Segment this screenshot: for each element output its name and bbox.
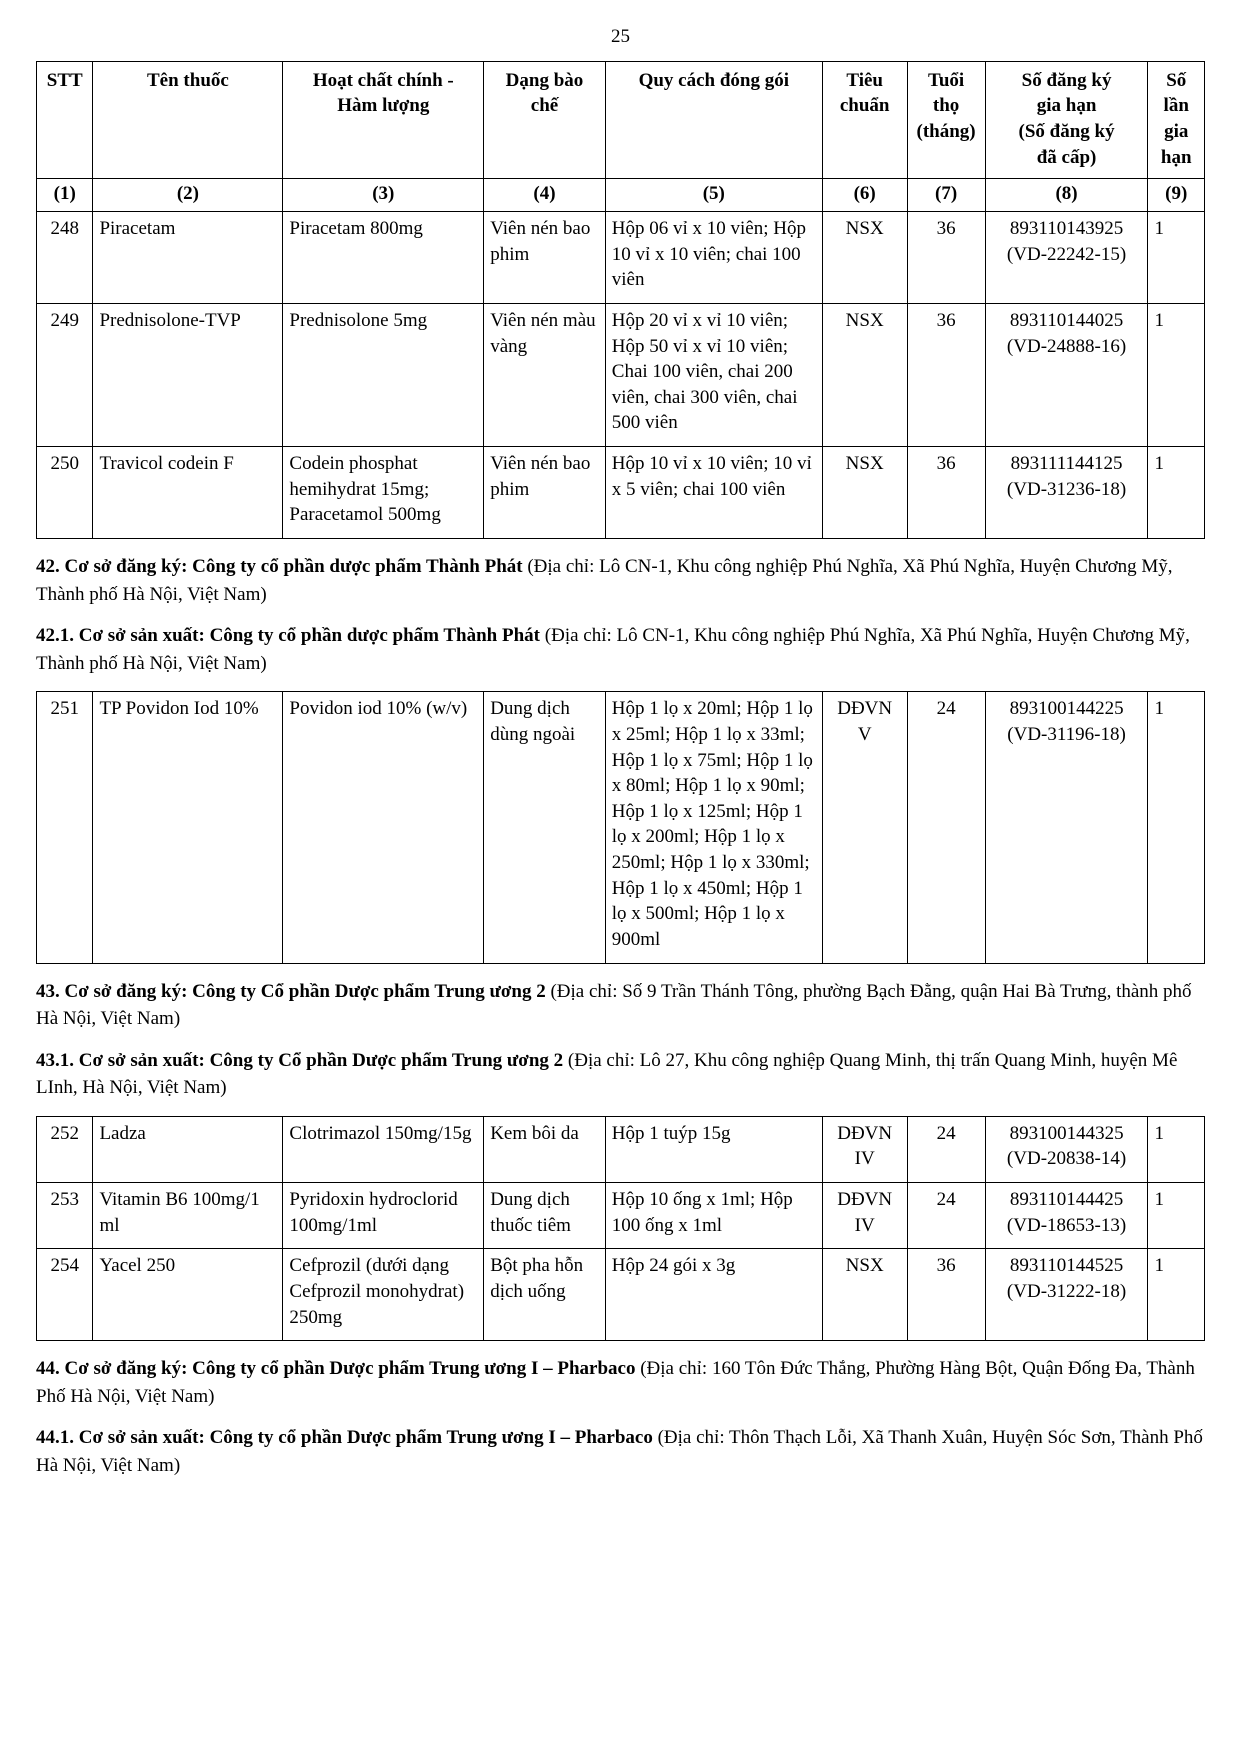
table-body-block-1 bbox=[37, 212, 1205, 539]
cell-so-dang-ky: 893110144525 (VD-31222-18) bbox=[985, 1249, 1148, 1341]
table-colnum-row bbox=[37, 179, 1205, 212]
table-body-block-2 bbox=[37, 692, 1205, 963]
cell-tuoi-tho: 24 bbox=[907, 1116, 985, 1182]
cell-quy-cach: Hộp 10 vỉ x 10 viên; 10 vỉ x 5 viên; chai 100 viên bbox=[605, 447, 822, 539]
cell-so-lan: 1 bbox=[1148, 212, 1205, 304]
colnum-7: (7) bbox=[907, 179, 985, 212]
cell-quy-cach: Hộp 1 tuýp 15g bbox=[605, 1116, 822, 1182]
cell-tuoi-tho: 24 bbox=[907, 1183, 985, 1249]
cell-quy-cach: Hộp 1 lọ x 20ml; Hộp 1 lọ x 25ml; Hộp 1 lọ x 33ml; Hộp 1 lọ x 75ml; Hộp 1 lọ x 80ml; Hộp 1 lọ x 90ml; Hộp 1 lọ x 125ml; Hộp 1 lọ x 200ml; Hộp 1 lọ x 250ml; Hộp 1 lọ x 330ml; Hộp 1 lọ x 450ml; Hộp 1 lọ x 500ml; Hộp 1 lọ x 900ml bbox=[605, 692, 822, 963]
col-header-tieu-chuan-line1: Tiêu bbox=[846, 69, 883, 91]
cell-so-dang-ky: 893110144025 (VD-24888-16) bbox=[985, 303, 1148, 446]
table-row bbox=[37, 303, 1205, 446]
colnum-9: (9) bbox=[1148, 179, 1205, 212]
colnum-3: (3) bbox=[283, 179, 484, 212]
table-body-block-3 bbox=[37, 1116, 1205, 1340]
section-42-address: (Địa chỉ: Lô CN-1, Khu công nghiệp Phú Nghĩa, Xã Phú Nghĩa, Huyện Chương Mỹ, Thành phố Hà Nội, Việt Nam) bbox=[36, 556, 1173, 605]
cell-ten-thuoc: Vitamin B6 100mg/1 ml bbox=[93, 1183, 283, 1249]
cell-ten-thuoc: Yacel 250 bbox=[93, 1249, 283, 1341]
col-header-so-dang-ky-line1: Số đăng ký bbox=[1021, 69, 1112, 91]
page-number: 25 bbox=[611, 26, 630, 47]
cell-stt: 250 bbox=[37, 447, 93, 539]
table-row bbox=[37, 1249, 1205, 1341]
col-header-stt bbox=[37, 61, 93, 179]
cell-tuoi-tho: 36 bbox=[907, 447, 985, 539]
cell-tieu-chuan: DĐVN IV bbox=[822, 1183, 907, 1249]
table-header-row bbox=[37, 61, 1205, 179]
colnum-5: (5) bbox=[605, 179, 822, 212]
cell-dang-bao-che: Kem bôi da bbox=[484, 1116, 606, 1182]
cell-so-dang-ky: 893100144325 (VD-20838-14) bbox=[985, 1116, 1148, 1182]
cell-so-lan: 1 bbox=[1148, 447, 1205, 539]
colnum-1: (1) bbox=[37, 179, 93, 212]
cell-quy-cach: Hộp 06 vỉ x 10 viên; Hộp 10 vỉ x 10 viên; chai 100 viên bbox=[605, 212, 822, 304]
colnum-6: (6) bbox=[822, 179, 907, 212]
drug-table-block-2 bbox=[36, 691, 1205, 963]
cell-stt: 254 bbox=[37, 1249, 93, 1341]
cell-dang-bao-che: Viên nén bao phim bbox=[484, 447, 606, 539]
colnum-4: (4) bbox=[484, 179, 606, 212]
cell-so-dang-ky: 893110144425 (VD-18653-13) bbox=[985, 1183, 1148, 1249]
col-header-tieu-chuan-line2: chuẩn bbox=[839, 95, 890, 117]
col-header-tieu-chuan bbox=[822, 61, 907, 179]
section-43 bbox=[36, 978, 1205, 1033]
col-header-tuoi-tho-line1: Tuổi bbox=[927, 69, 965, 91]
col-header-tuoi-tho-line2: thọ bbox=[932, 95, 960, 117]
col-header-so-lan-line4: hạn bbox=[1160, 146, 1192, 168]
colnum-8: (8) bbox=[985, 179, 1148, 212]
cell-ten-thuoc: Piracetam bbox=[93, 212, 283, 304]
cell-hoat-chat: Cefprozil (dưới dạng Cefprozil monohydrat) 250mg bbox=[283, 1249, 484, 1341]
cell-so-dang-ky: 893111144125 (VD-31236-18) bbox=[985, 447, 1148, 539]
cell-hoat-chat: Clotrimazol 150mg/15g bbox=[283, 1116, 484, 1182]
cell-quy-cach: Hộp 24 gói x 3g bbox=[605, 1249, 822, 1341]
col-header-quy-cach-label: Quy cách đóng gói bbox=[638, 69, 790, 91]
section-44 bbox=[36, 1355, 1205, 1410]
section-44-1-address: (Địa chỉ: Thôn Thạch Lỗi, Xã Thanh Xuân, Huyện Sóc Sơn, Thành Phố Hà Nội, Việt Nam) bbox=[36, 1427, 1203, 1476]
col-header-dang-bao-che-line1: Dạng bào bbox=[505, 69, 584, 91]
col-header-so-lan bbox=[1148, 61, 1205, 179]
section-43-1 bbox=[36, 1047, 1205, 1102]
cell-tuoi-tho: 36 bbox=[907, 212, 985, 304]
cell-hoat-chat: Piracetam 800mg bbox=[283, 212, 484, 304]
col-header-hoat-chat bbox=[283, 61, 484, 179]
table-row bbox=[37, 1183, 1205, 1249]
col-header-so-lan-line2: lần bbox=[1163, 95, 1189, 117]
cell-tieu-chuan: NSX bbox=[822, 212, 907, 304]
cell-stt: 253 bbox=[37, 1183, 93, 1249]
cell-ten-thuoc: Ladza bbox=[93, 1116, 283, 1182]
col-header-hoat-chat-line1: Hoạt chất chính - bbox=[312, 69, 454, 91]
cell-so-lan: 1 bbox=[1148, 1116, 1205, 1182]
section-43-1-address: (Địa chỉ: Lô 27, Khu công nghiệp Quang Minh, thị trấn Quang Minh, huyện Mê LInh, Hà Nội, Việt Nam) bbox=[36, 1049, 1178, 1099]
col-header-so-dang-ky-line2: gia hạn bbox=[1036, 95, 1097, 117]
col-header-tuoi-tho bbox=[907, 61, 985, 179]
cell-tuoi-tho: 24 bbox=[907, 692, 985, 963]
section-42 bbox=[36, 553, 1205, 608]
section-44-address: (Địa chỉ: 160 Tôn Đức Thắng, Phường Hàng Bột, Quận Đống Đa, Thành Phố Hà Nội, Việt Nam) bbox=[36, 1358, 1195, 1407]
cell-dang-bao-che: Viên nén màu vàng bbox=[484, 303, 606, 446]
cell-tuoi-tho: 36 bbox=[907, 1249, 985, 1341]
cell-dang-bao-che: Dung dịch dùng ngoài bbox=[484, 692, 606, 963]
col-header-hoat-chat-line2: Hàm lượng bbox=[337, 95, 430, 117]
cell-tuoi-tho: 36 bbox=[907, 303, 985, 446]
cell-tieu-chuan: DĐVN V bbox=[822, 692, 907, 963]
cell-dang-bao-che: Bột pha hỗn dịch uống bbox=[484, 1249, 606, 1341]
cell-stt: 251 bbox=[37, 692, 93, 963]
cell-so-lan: 1 bbox=[1148, 692, 1205, 963]
cell-dang-bao-che: Viên nén bao phim bbox=[484, 212, 606, 304]
table-row bbox=[37, 1116, 1205, 1182]
section-43-title: 43. Cơ sở đăng ký: Công ty Cổ phần Dược phẩm Trung ương 2 bbox=[36, 980, 546, 1002]
cell-ten-thuoc: Travicol codein F bbox=[93, 447, 283, 539]
col-header-so-dang-ky-line4: đã cấp) bbox=[1036, 146, 1097, 168]
cell-tieu-chuan: NSX bbox=[822, 1249, 907, 1341]
cell-ten-thuoc: TP Povidon Iod 10% bbox=[93, 692, 283, 963]
cell-dang-bao-che: Dung dịch thuốc tiêm bbox=[484, 1183, 606, 1249]
col-header-ten-thuoc-label: Tên thuốc bbox=[147, 69, 229, 91]
table-header bbox=[37, 61, 1205, 211]
table-row bbox=[37, 447, 1205, 539]
cell-so-lan: 1 bbox=[1148, 303, 1205, 446]
cell-tieu-chuan: NSX bbox=[822, 447, 907, 539]
section-44-title: 44. Cơ sở đăng ký: Công ty cổ phần Dược phẩm Trung ương I – Pharbaco bbox=[36, 1358, 636, 1380]
cell-so-dang-ky: 893110143925 (VD-22242-15) bbox=[985, 212, 1148, 304]
cell-so-dang-ky: 893100144225 (VD-31196-18) bbox=[985, 692, 1148, 963]
section-42-1 bbox=[36, 622, 1205, 677]
col-header-so-dang-ky-line3: (Số đăng ký bbox=[1018, 121, 1115, 143]
cell-quy-cach: Hộp 10 ống x 1ml; Hộp 100 ống x 1ml bbox=[605, 1183, 822, 1249]
cell-ten-thuoc: Prednisolone-TVP bbox=[93, 303, 283, 446]
col-header-tuoi-tho-line3: (tháng) bbox=[916, 121, 976, 143]
drug-table-block-3 bbox=[36, 1116, 1205, 1341]
cell-hoat-chat: Pyridoxin hydroclorid 100mg/1ml bbox=[283, 1183, 484, 1249]
section-44-1-title: 44.1. Cơ sở sản xuất: Công ty cổ phần Dược phẩm Trung ương I – Pharbaco bbox=[36, 1427, 653, 1449]
col-header-so-dang-ky bbox=[985, 61, 1148, 179]
cell-hoat-chat: Codein phosphat hemihydrat 15mg; Paracetamol 500mg bbox=[283, 447, 484, 539]
cell-hoat-chat: Prednisolone 5mg bbox=[283, 303, 484, 446]
col-header-dang-bao-che-line2: chế bbox=[530, 95, 559, 117]
section-42-1-title: 42.1. Cơ sở sản xuất: Công ty cổ phần dược phẩm Thành Phát bbox=[36, 625, 541, 647]
col-header-so-lan-line1: Số bbox=[1166, 69, 1187, 91]
cell-stt: 248 bbox=[37, 212, 93, 304]
cell-tieu-chuan: DĐVN IV bbox=[822, 1116, 907, 1182]
col-header-stt-label: STT bbox=[46, 69, 83, 91]
table-row bbox=[37, 212, 1205, 304]
colnum-2: (2) bbox=[93, 179, 283, 212]
drug-table-block-1 bbox=[36, 61, 1205, 539]
col-header-dang-bao-che bbox=[484, 61, 606, 179]
section-42-title: 42. Cơ sở đăng ký: Công ty cổ phần dược phẩm Thành Phát bbox=[36, 556, 523, 578]
col-header-quy-cach bbox=[605, 61, 822, 179]
section-43-address: (Địa chỉ: Số 9 Trần Thánh Tông, phường Bạch Đằng, quận Hai Bà Trưng, thành phố Hà Nội, Việt Nam) bbox=[36, 980, 1192, 1030]
col-header-so-lan-line3: gia bbox=[1164, 121, 1189, 143]
cell-so-lan: 1 bbox=[1148, 1183, 1205, 1249]
cell-quy-cach: Hộp 20 vỉ x vỉ 10 viên; Hộp 50 vỉ x vỉ 10 viên; Chai 100 viên, chai 200 viên, chai 300 viên, chai 500 viên bbox=[605, 303, 822, 446]
section-44-1 bbox=[36, 1424, 1205, 1479]
table-row bbox=[37, 692, 1205, 963]
section-42-1-address: (Địa chỉ: Lô CN-1, Khu công nghiệp Phú Nghĩa, Xã Phú Nghĩa, Huyện Chương Mỹ, Thành phố Hà Nội, Việt Nam) bbox=[36, 625, 1190, 674]
col-header-ten-thuoc bbox=[93, 61, 283, 179]
cell-stt: 249 bbox=[37, 303, 93, 446]
cell-stt: 252 bbox=[37, 1116, 93, 1182]
section-43-1-title: 43.1. Cơ sở sản xuất: Công ty Cổ phần Dược phẩm Trung ương 2 bbox=[36, 1049, 564, 1071]
cell-so-lan: 1 bbox=[1148, 1249, 1205, 1341]
cell-tieu-chuan: NSX bbox=[822, 303, 907, 446]
cell-hoat-chat: Povidon iod 10% (w/v) bbox=[283, 692, 484, 963]
